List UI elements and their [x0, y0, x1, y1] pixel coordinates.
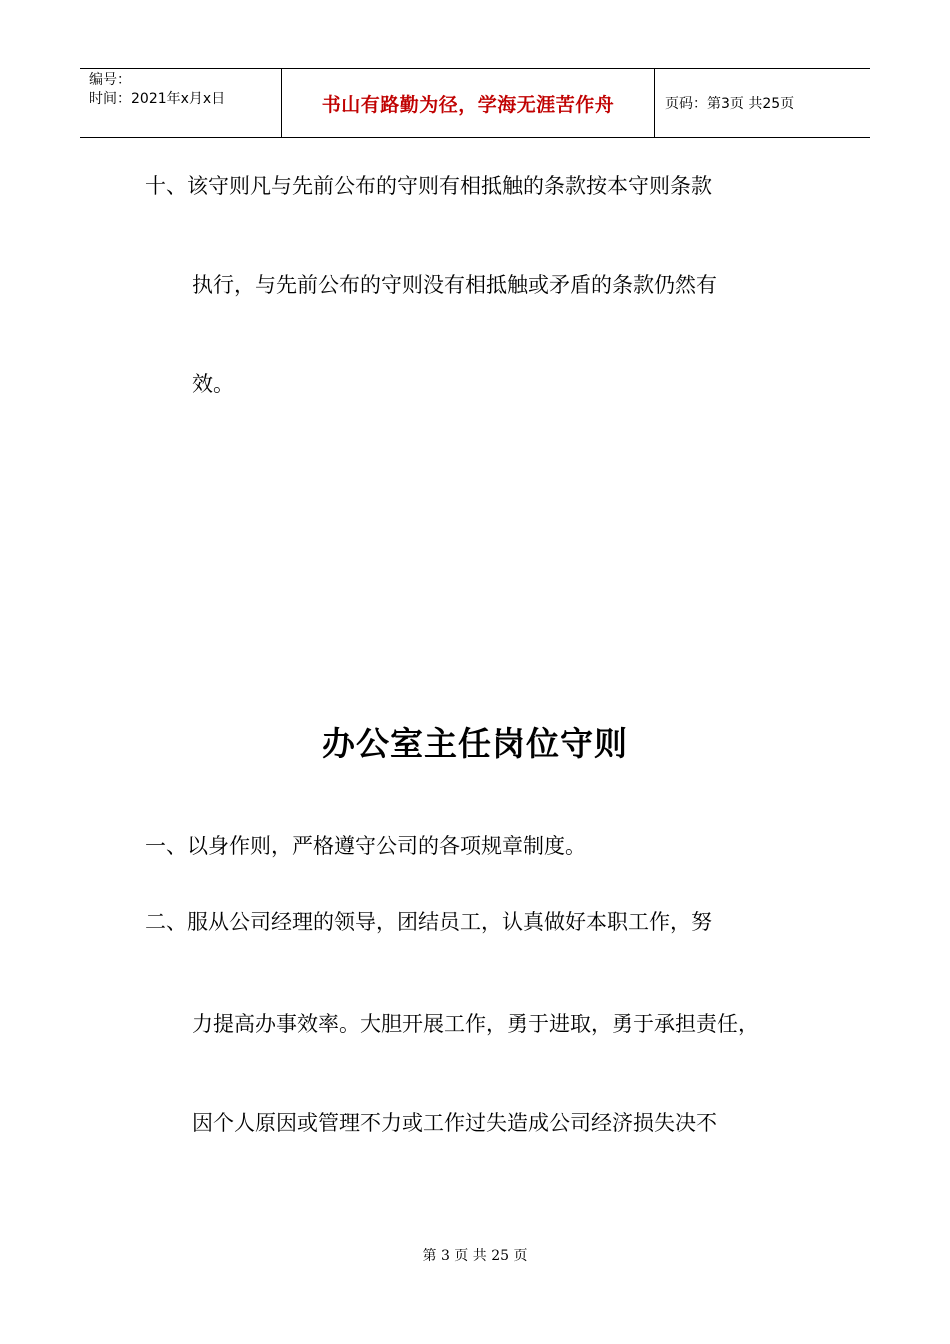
section-title: 办公室主任岗位守则: [322, 724, 628, 763]
header-time-label: 时间：2021年x月x日: [89, 91, 226, 107]
paragraph-line: 因个人原因或管理不力或工作过失造成公司经济损失决不: [192, 1111, 717, 1135]
header-page-cell: [655, 69, 870, 137]
document-header: [80, 68, 870, 138]
paragraph-line: 力提高办事效率。大胆开展工作，勇于进取，勇于承担责任，: [192, 1012, 759, 1036]
paragraph-line: 十、该守则凡与先前公布的守则有相抵触的条款按本守则条款: [145, 174, 712, 198]
paragraph-line: 效。: [192, 372, 234, 396]
header-number-label: 编号：: [89, 72, 131, 88]
paragraph-line: 一、以身作则，严格遵守公司的各项规章制度。: [145, 834, 586, 858]
page-footer: 第 3 页 共 25 页: [422, 1248, 528, 1264]
paragraph-line: 二、服从公司经理的领导，团结员工，认真做好本职工作，努: [145, 910, 712, 934]
paragraph-line: 执行，与先前公布的守则没有相抵触或矛盾的条款仍然有: [192, 273, 717, 297]
header-meta-cell: [80, 69, 282, 137]
header-motto-cell: [282, 69, 655, 137]
header-motto: 书山有路勤为径，学海无涯苦作舟: [321, 93, 615, 116]
header-page-info: 页码：第3页 共25页: [665, 96, 795, 112]
